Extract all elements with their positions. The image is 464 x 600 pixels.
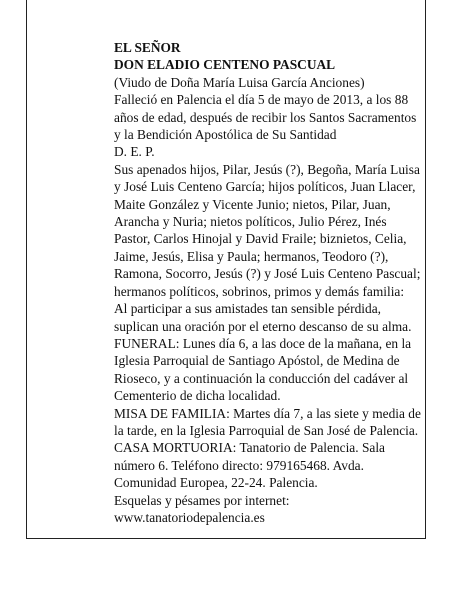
death-notice-paragraph: Falleció en Palencia el día 5 de mayo de 2013, a los 88 años de edad, después de recibir los Santos Sacramentos y la Bendición Apostólica de Su Santidad: [114, 92, 417, 143]
rip-line: D. E. P.: [114, 144, 155, 160]
widower-line: (Viudo de Doña María Luisa García Anciones): [114, 74, 365, 90]
heading-name: DON ELADIO CENTENO PASCUAL: [114, 57, 336, 73]
funeral-home-paragraph: CASA MORTUORIA: Tanatorio de Palencia. Sala número 6. Teléfono directo: 979165468. Avda. Comunidad Europea, 22-24. Palencia.: [114, 440, 385, 491]
family-paragraph: Sus apenados hijos, Pilar, Jesús (?), Begoña, María Luisa y José Luis Centeno García; hijos políticos, Juan Llacer, Maite González y Vicente Junio; nietos, Pilar, Juan, Arancha y Nuria; nietos políticos, Julio Pérez, Inés Pastor, Carlos Hinojal y David Fraile; biznietos, Celia, Jaime, Jesús, Elisa y Paula; hermanos, Teodoro (?), Ramona, Socorro, Jesús (?) y José Luis Centeno Pascual; hermanos políticos, sobrinos, primos y demás familia:: [114, 161, 421, 299]
condolences-label: Esquelas y pésames por internet:: [114, 492, 290, 508]
heading-line-1: EL SEÑOR: [114, 40, 181, 55]
website-link[interactable]: www.tanatoriodepalencia.es: [114, 509, 265, 525]
family-mass-paragraph: MISA DE FAMILIA: Martes día 7, a las siete y media de la tarde, en la Iglesia Parroquial de San José de Palencia.: [114, 405, 421, 438]
obituary-notice: [114, 39, 424, 526]
prayer-request-paragraph: Al participar a sus amistades tan sensible pérdida, suplican una oración por el eterno descanso de su alma.: [114, 301, 412, 334]
funeral-paragraph: FUNERAL: Lunes día 6, a las doce de la mañana, en la Iglesia Parroquial de Santiago Apóstol, de Medina de Rioseco, y a continuación la conducción del cadáver al Cementerio de dicha localidad.: [114, 335, 412, 404]
